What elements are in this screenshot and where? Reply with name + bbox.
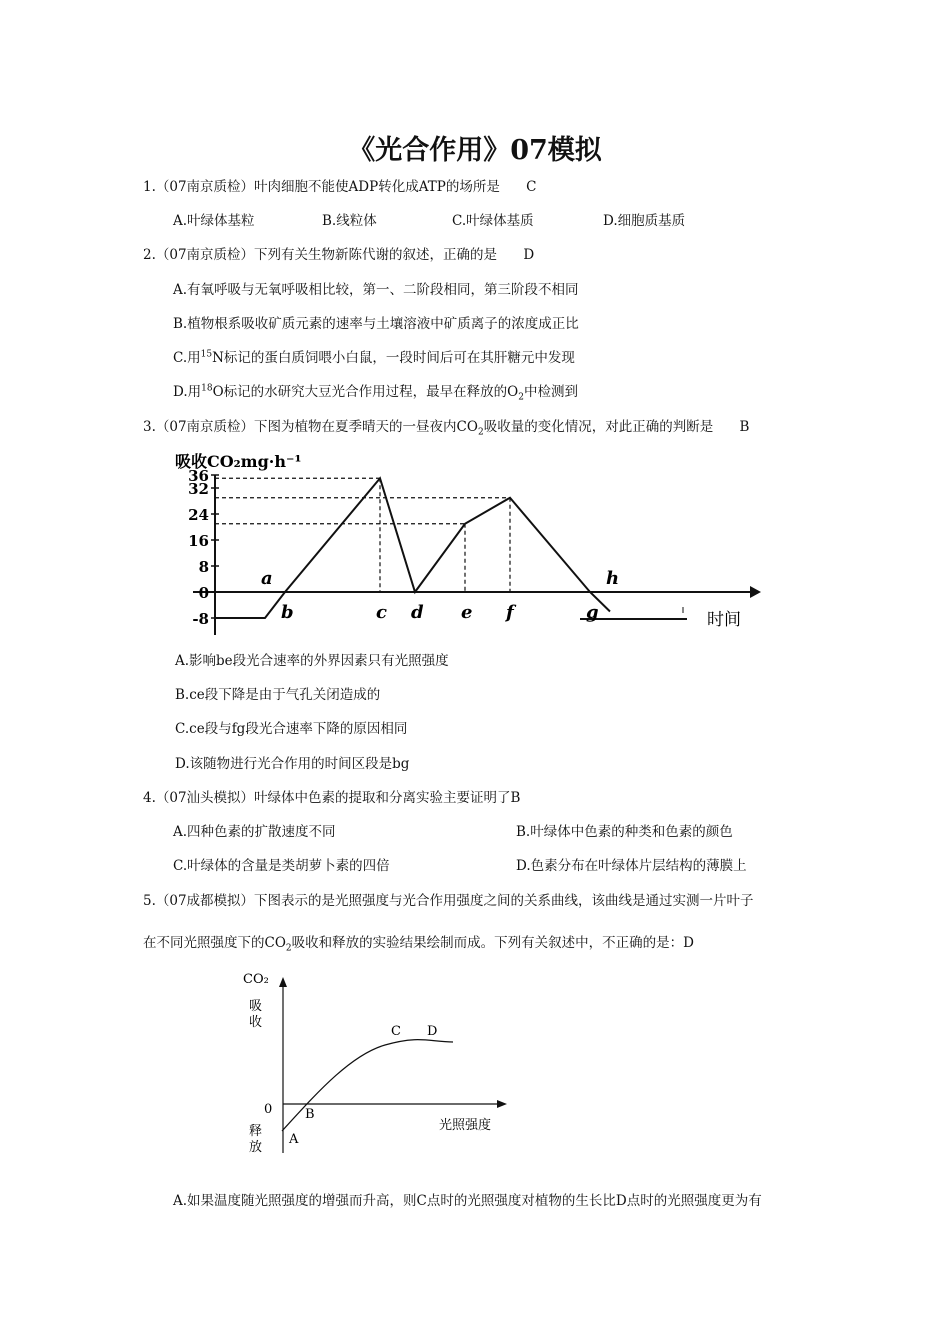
chart1-point-label: g — [586, 602, 599, 623]
chart1-point-label: d — [411, 602, 424, 623]
q5-stem-line1: 5.（07成都模拟）下图表示的是光照强度与光合作用强度之间的关系曲线，该曲线是通过实测一片叶子 — [143, 893, 754, 909]
chart1-point-label: f — [506, 602, 514, 623]
q4-option-b: B.叶绿体中色素的种类和色素的颜色 — [516, 824, 733, 840]
q5-stem2-post: 吸收和释放的实验结果绘制而成。下列有关叙述中，不正确的是：D — [291, 935, 694, 951]
q5-stem-line2 — [143, 934, 694, 952]
co2-absorption-chart — [165, 445, 765, 640]
q1-option-c: C.叶绿体基质 — [452, 213, 534, 229]
q2-option-c-sup: 15 — [200, 349, 213, 360]
chart1-point-label: b — [281, 602, 294, 623]
chart2-zero-label: 0 — [264, 1102, 273, 1117]
q3-option-c: C.ce段与fg段光合速率下降的原因相同 — [175, 721, 408, 737]
chart2-ylabel-co2: CO₂ — [243, 972, 269, 987]
q2-option-d-sub: 2 — [518, 392, 524, 403]
q3-stem-post: 吸收量的变化情况，对此正确的判断是 — [483, 419, 714, 435]
chart2-point-b: B — [305, 1107, 315, 1122]
chart1-ytick-label: 24 — [188, 506, 209, 524]
chart2-xlabel: 光照强度 — [439, 1118, 492, 1133]
q2-option-b: B.植物根系吸收矿质元素的速率与土壤溶液中矿质离子的浓度成正比 — [173, 316, 579, 332]
q1-stem-text: 1.（07南京质检）叶肉细胞不能使ADP转化成ATP的场所是 — [143, 179, 500, 195]
q2-option-a: A.有氧呼吸与无氧呼吸相比较，第一、二阶段相同，第三阶段不相同 — [173, 282, 579, 298]
chart1-point-label: h — [606, 568, 620, 589]
chart1-ytick-label: 32 — [188, 480, 209, 498]
q3-stem-sub: 2 — [477, 427, 484, 438]
chart1-x-arrow — [750, 586, 761, 598]
page-title: 《光合作用》07模拟 — [348, 135, 602, 166]
chart2-ylabel-down-1: 释 — [249, 1124, 263, 1139]
q2-option-c-pre: C.用 — [173, 350, 201, 366]
q2-stem — [143, 246, 534, 264]
q1-option-d: D.细胞质基质 — [603, 213, 686, 229]
chart1-point-label: a — [261, 568, 273, 589]
q1-option-b: B.线粒体 — [322, 213, 377, 229]
q5-option-a: A.如果温度随光照强度的增强而升高，则C点时的光照强度对植物的生长比D点时的光照强度更为有 — [173, 1193, 762, 1209]
q5-stem2-pre: 在不同光照强度下的CO — [143, 935, 286, 951]
chart1-ytick-label: 16 — [188, 532, 209, 550]
q4-stem: 4.（07汕头模拟）叶绿体中色素的提取和分离实验主要证明了B — [143, 790, 521, 806]
q1-option-a: A.叶绿体基粒 — [173, 213, 255, 229]
q2-option-d-post: 中检测到 — [523, 384, 578, 400]
chart1-ytick-label: -8 — [192, 610, 209, 628]
chart1-point-label: e — [461, 602, 473, 623]
chart1-ytick-label: 36 — [188, 467, 209, 485]
q3-option-d: D.该随物进行光合作用的时间区段是bg — [175, 756, 410, 772]
q2-option-d-pre: D.用 — [173, 384, 202, 400]
chart1-series-line — [215, 478, 610, 618]
q3-stem-pre: 3.（07南京质检）下图为植物在夏季晴天的一昼夜内CO — [143, 419, 478, 435]
chart1-ytick-label: 0 — [198, 584, 209, 602]
q2-option-c — [173, 349, 575, 367]
chart1-ylabel: 吸收CO₂mg·h⁻¹ — [175, 452, 302, 471]
chart1-ytick-label: 8 — [198, 558, 209, 576]
chart2-ylabel-up-1: 吸 — [249, 999, 263, 1014]
q3-option-b: B.ce段下降是由于气孔关闭造成的 — [175, 687, 381, 703]
q4-option-c: C.叶绿体的含量是类胡萝卜素的四倍 — [173, 858, 390, 874]
chart2-point-a: A — [289, 1132, 299, 1147]
chart2-ylabel-up-2: 收 — [249, 1015, 263, 1030]
q2-stem-text: 2.（07南京质检）下列有关生物新陈代谢的叙述，正确的是 — [143, 247, 498, 263]
q2-option-d-mid: O标记的水研究大豆光合作用过程，最早在释放的O — [212, 384, 519, 400]
chart2-point-d: D — [427, 1024, 438, 1039]
q1-answer: C — [526, 179, 537, 195]
q5-stem2-sub: 2 — [285, 943, 292, 954]
q3-stem — [143, 418, 749, 436]
chart1-point-label: c — [376, 602, 387, 623]
chart1-xlabel: 时间 — [707, 610, 741, 630]
q4-option-a: A.四种色素的扩散速度不同 — [173, 824, 336, 840]
q2-option-d — [173, 383, 578, 401]
q3-answer: B — [739, 419, 750, 435]
q4-option-d: D.色素分布在叶绿体片层结构的薄膜上 — [516, 858, 747, 874]
light-intensity-chart — [235, 965, 525, 1160]
q1-stem — [143, 178, 536, 196]
q2-answer: D — [523, 247, 535, 263]
chart2-y-arrow — [279, 977, 287, 987]
chart2-x-arrow — [497, 1100, 507, 1108]
q2-option-d-sup: 18 — [201, 383, 213, 394]
q2-option-c-post: N标记的蛋白质饲喂小白鼠，一段时间后可在其肝糖元中发现 — [212, 350, 575, 366]
chart2-point-c: C — [391, 1024, 401, 1039]
chart2-ylabel-down-2: 放 — [249, 1140, 263, 1155]
q3-option-a: A.影响be段光合速率的外界因素只有光照强度 — [175, 653, 449, 669]
